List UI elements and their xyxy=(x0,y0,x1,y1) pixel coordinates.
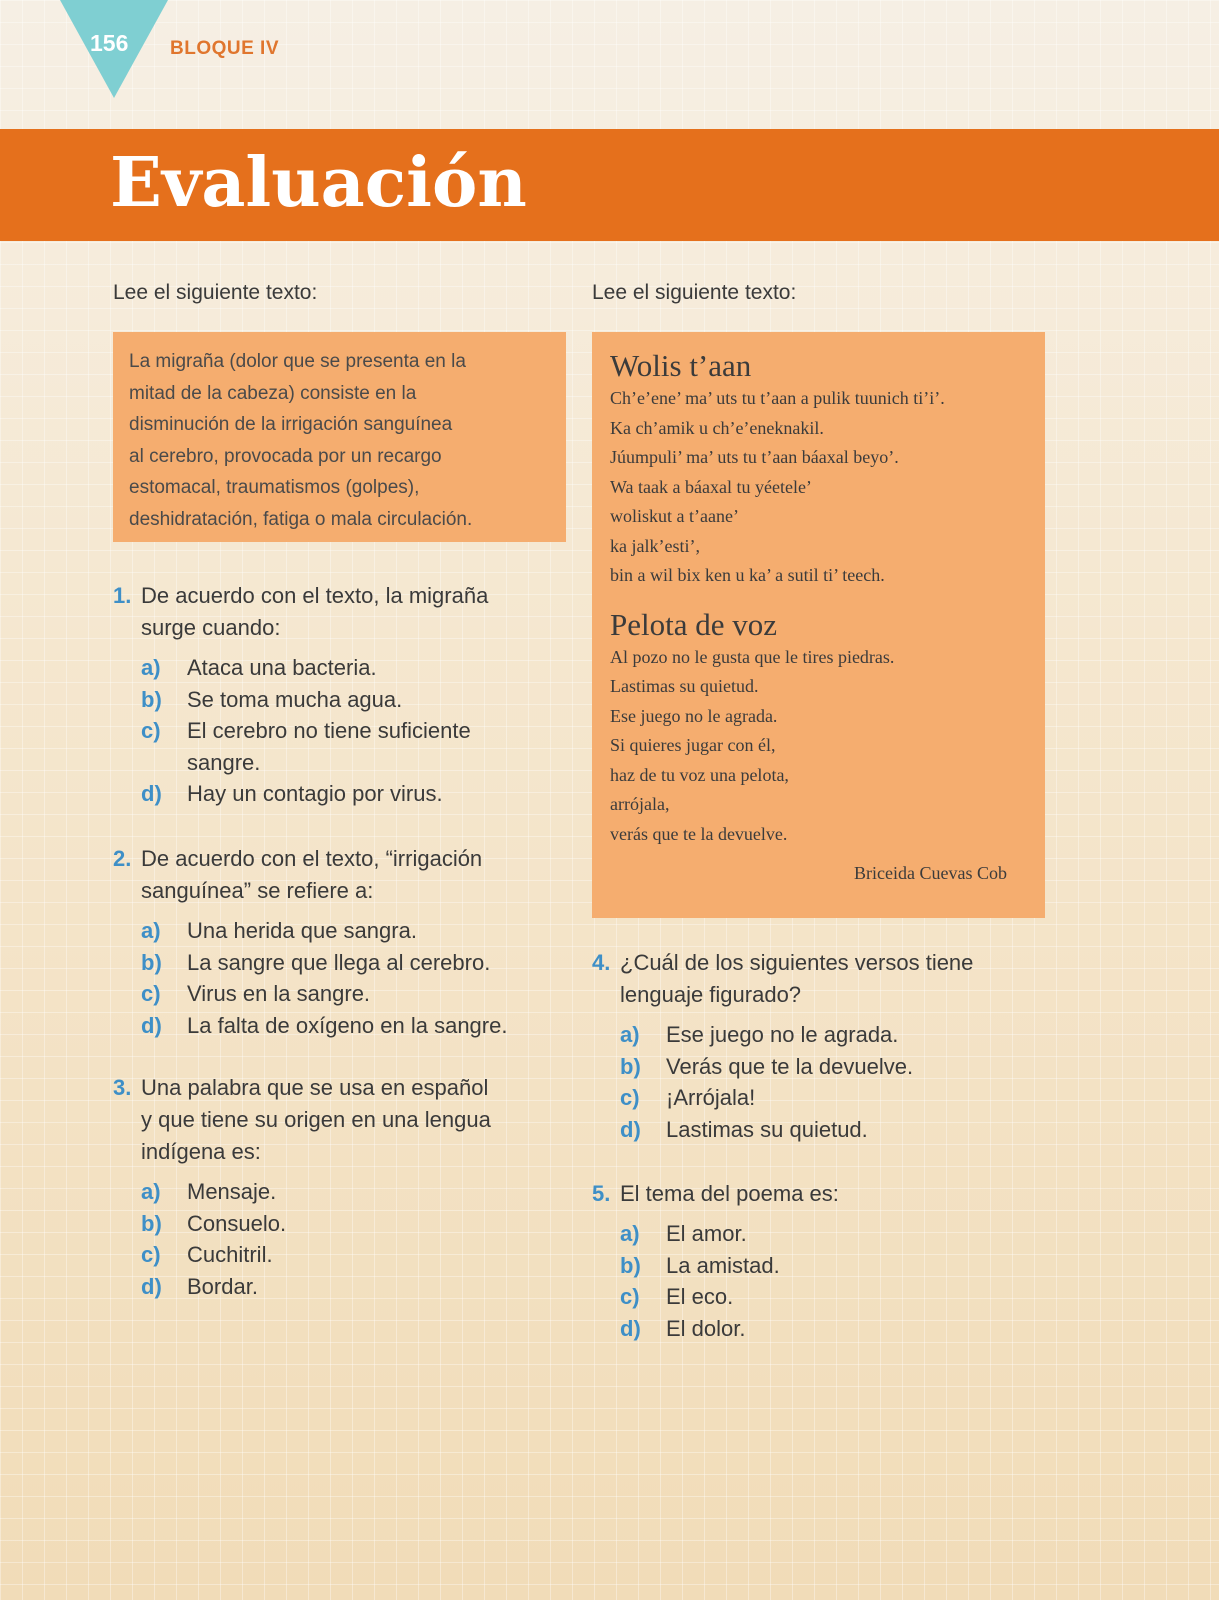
poem-line: Lastimas su quietud. xyxy=(610,676,759,696)
option-c[interactable]: c) Cuchitril. xyxy=(141,1242,273,1267)
question-line: surge cuando: xyxy=(141,615,281,640)
poem-box xyxy=(592,332,1045,918)
option-b[interactable]: b) La sangre que llega al cerebro. xyxy=(141,949,491,975)
poem-line: Ch’e’ene’ ma’ uts tu t’aan a pulik tuunich ti’i’. xyxy=(610,388,945,408)
poem-line: woliskut a t’aane’ xyxy=(610,506,739,526)
option-a[interactable]: a) El amor. xyxy=(620,1221,747,1246)
options-list xyxy=(592,1218,1062,1344)
box-line: mitad de la cabeza) consiste en la xyxy=(129,382,417,404)
poem-line: arrójala, xyxy=(610,794,670,814)
box-line: al cerebro, provocada por un recargo xyxy=(129,445,442,467)
question-line: ¿Cuál de los siguientes versos tiene xyxy=(620,950,974,975)
question-line: De acuerdo con el texto, la migraña xyxy=(141,583,489,608)
question-number: 1. xyxy=(113,583,132,608)
question-4 xyxy=(592,947,1062,1145)
poem-author: Briceida Cuevas Cob xyxy=(854,863,1007,883)
option-b[interactable]: b) Verás que te la devuelve. xyxy=(620,1053,914,1079)
poem-line: ka jalk’esti’, xyxy=(610,535,700,556)
poem-title-spanish: Pelota de voz xyxy=(610,606,778,642)
block-label: BLOQUE IV xyxy=(170,38,280,59)
option-b[interactable]: b) La amistad. xyxy=(620,1252,780,1278)
poem-line: Ka ch’amik u ch’e’eneknakil. xyxy=(610,417,824,438)
option-a[interactable]: a) Ese juego no le agrada. xyxy=(620,1022,899,1047)
question-text xyxy=(113,843,573,907)
question-text xyxy=(592,947,1062,1011)
poem-title-maya: Wolis t’aan xyxy=(610,348,752,383)
poem-line: Ese juego no le agrada. xyxy=(610,705,778,726)
question-line: y que tiene su origen en una lengua xyxy=(141,1107,491,1132)
question-line: indígena es: xyxy=(141,1139,261,1164)
option-d[interactable]: d) Lastimas su quietud. xyxy=(620,1116,868,1142)
box-line: La migraña (dolor que se presenta en la xyxy=(129,351,466,372)
poem-line: Si quieres jugar con él, xyxy=(610,735,776,755)
option-c[interactable]: c) El cerebro no tiene suficiente sangre. xyxy=(141,718,471,775)
option-a[interactable]: a) Ataca una bacteria. xyxy=(141,655,377,680)
question-line: De acuerdo con el texto, “irrigación xyxy=(141,846,483,871)
migraine-text-box xyxy=(113,332,566,542)
option-d[interactable]: d) Bordar. xyxy=(141,1273,258,1299)
option-d[interactable]: d) La falta de oxígeno en la sangre. xyxy=(141,1012,508,1038)
option-b[interactable]: b) Se toma mucha agua. xyxy=(141,686,403,712)
poem-line: bin a wil bix ken u ka’ a sutil ti’ teech. xyxy=(610,565,885,585)
option-d[interactable]: d) El dolor. xyxy=(620,1315,746,1341)
box-line: disminución de la irrigación sanguínea xyxy=(129,414,453,435)
poem-line: verás que te la devuelve. xyxy=(610,823,788,844)
question-2 xyxy=(113,843,573,1041)
option-c[interactable]: c) ¡Arrójala! xyxy=(620,1085,756,1110)
question-1 xyxy=(113,580,573,810)
options-list xyxy=(592,1019,1062,1145)
page-title: Evaluación xyxy=(110,143,527,223)
option-a[interactable]: a) Mensaje. xyxy=(141,1179,277,1204)
question-3 xyxy=(113,1072,573,1302)
option-c[interactable]: c) Virus en la sangre. xyxy=(141,981,371,1006)
poem-line: haz de tu voz una pelota, xyxy=(610,764,789,785)
poem-line: Wa taak a báaxal tu yéetele’ xyxy=(610,476,812,497)
question-line: El tema del poema es: xyxy=(620,1181,839,1206)
option-d[interactable]: d) Hay un contagio por virus. xyxy=(141,781,443,806)
box-line: estomacal, traumatismos (golpes), xyxy=(129,477,420,498)
title-band xyxy=(0,129,1219,241)
options-list xyxy=(113,915,573,1041)
right-intro: Lee el siguiente texto: xyxy=(592,281,797,304)
question-5 xyxy=(592,1178,1062,1344)
poem-line: Al pozo no le gusta que le tires piedras. xyxy=(610,646,895,667)
question-number: 4. xyxy=(592,950,611,975)
options-list xyxy=(113,652,573,810)
question-number: 3. xyxy=(113,1075,132,1100)
option-b[interactable]: b) Consuelo. xyxy=(141,1210,287,1236)
question-line: lenguaje figurado? xyxy=(620,982,802,1007)
poem-line: Júumpuli’ ma’ uts tu t’aan báaxal beyo’. xyxy=(610,447,899,467)
question-number: 5. xyxy=(592,1181,611,1206)
option-c[interactable]: c) El eco. xyxy=(620,1284,734,1309)
question-text xyxy=(113,580,573,644)
options-list xyxy=(113,1176,573,1302)
left-intro: Lee el siguiente texto: xyxy=(113,281,318,304)
question-text xyxy=(113,1072,573,1168)
page-number: 156 xyxy=(90,30,129,56)
question-number: 2. xyxy=(113,846,132,871)
question-text xyxy=(592,1178,1062,1210)
question-line: Una palabra que se usa en español xyxy=(141,1075,489,1100)
box-line: deshidratación, fatiga o mala circulación. xyxy=(129,508,473,530)
option-a[interactable]: a) Una herida que sangra. xyxy=(141,918,417,943)
question-line: sanguínea” se refiere a: xyxy=(141,878,374,903)
